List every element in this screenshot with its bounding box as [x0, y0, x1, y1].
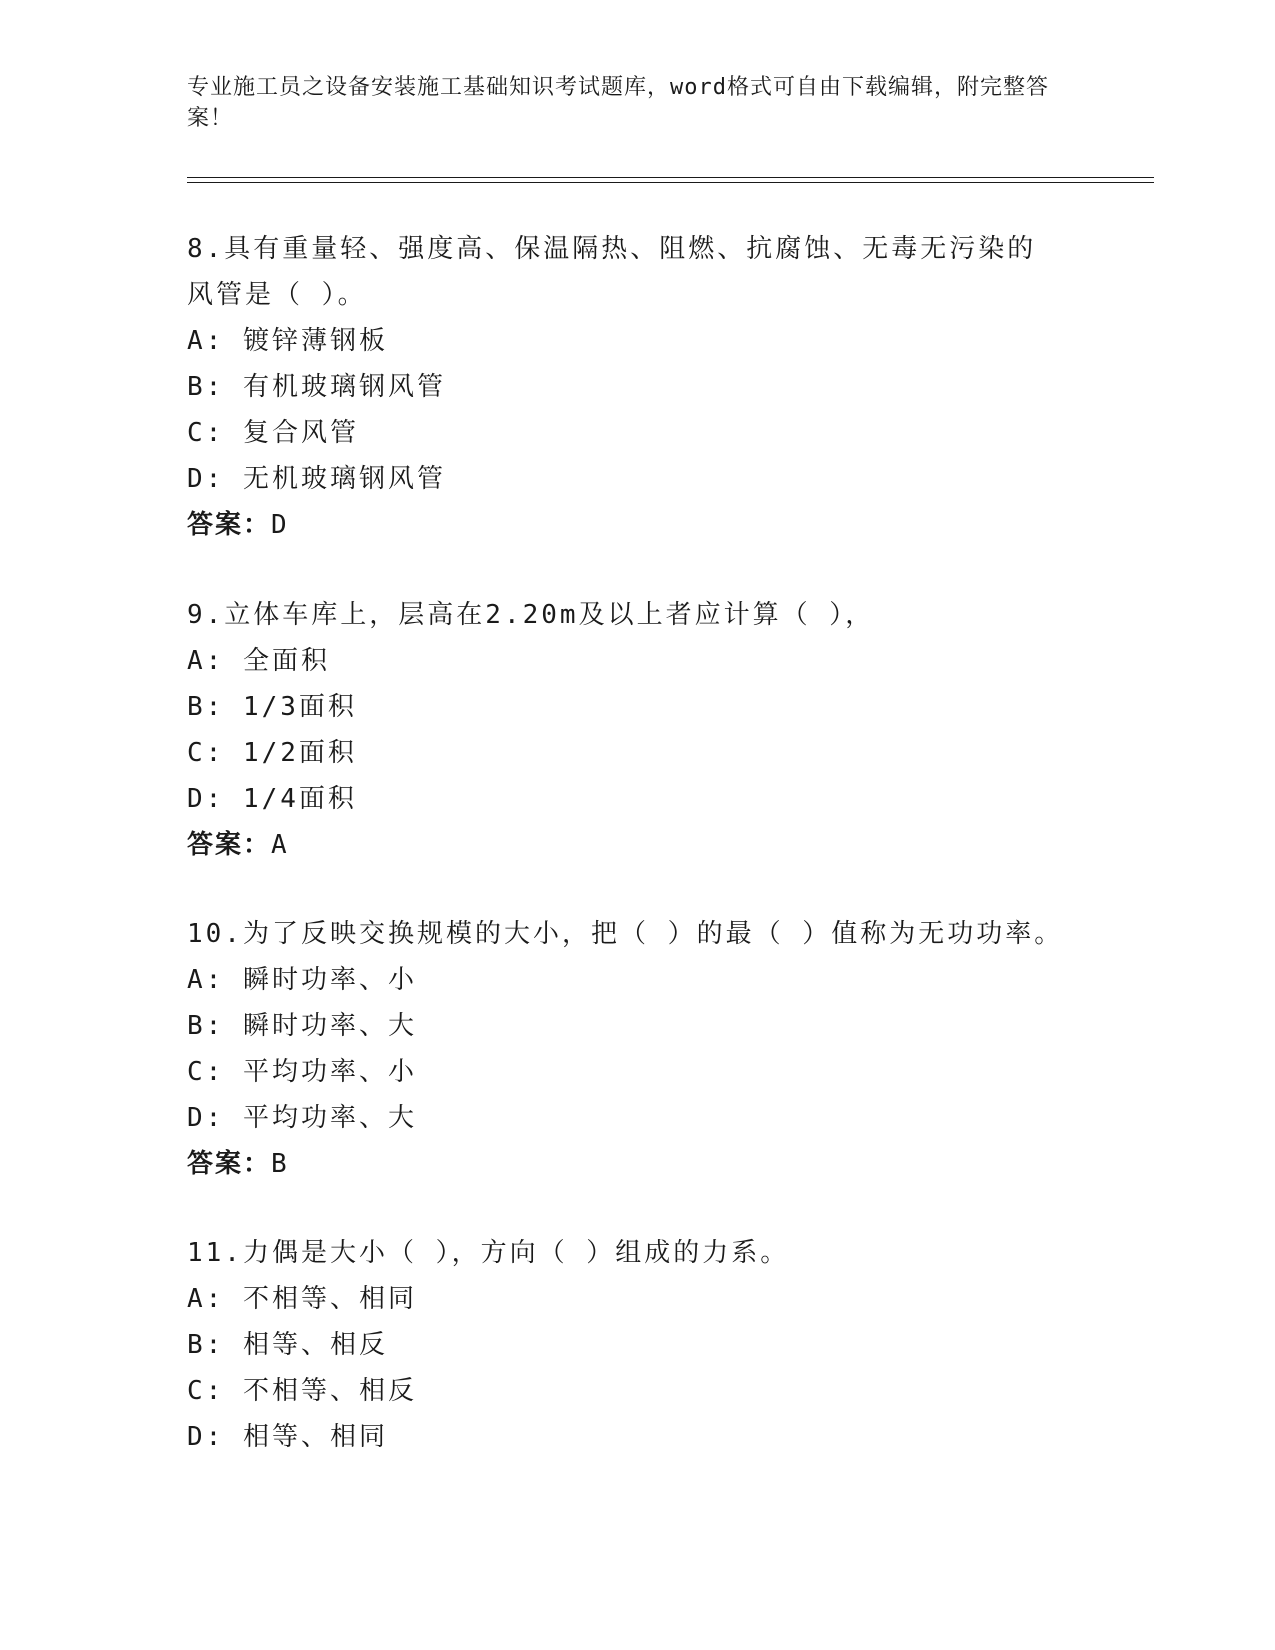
option-a: A: 镀锌薄钢板 [187, 326, 388, 356]
option-b: B: 有机玻璃钢风管 [187, 372, 446, 402]
answer-label: 答案： [187, 830, 272, 860]
option-a: A: 不相等、相同 [187, 1284, 417, 1314]
option-b: B: 相等、相反 [187, 1330, 388, 1360]
answer-line [187, 1141, 1087, 1187]
answer-value: A [271, 830, 289, 860]
question-11 [187, 1230, 1087, 1460]
question-stem: 11.力偶是大小（ ），方向（ ）组成的力系。 [187, 1238, 790, 1268]
answer-line [187, 822, 1087, 868]
answer-value: D [271, 510, 289, 540]
option-a: A: 全面积 [187, 646, 330, 676]
option-c: C: 平均功率、小 [187, 1057, 417, 1087]
option-b: B: 瞬时功率、大 [187, 1011, 417, 1041]
question-8 [187, 226, 1047, 548]
answer-value: B [271, 1149, 289, 1179]
option-d: D: 相等、相同 [187, 1422, 388, 1452]
option-c: C: 不相等、相反 [187, 1376, 417, 1406]
question-stem: 9.立体车库上，层高在2.20m及以上者应计算（ ）， [187, 600, 875, 630]
header-divider-bottom [187, 182, 1154, 183]
header-divider-top [187, 177, 1154, 178]
option-d: D: 平均功率、大 [187, 1103, 417, 1133]
answer-label: 答案： [187, 510, 272, 540]
question-stem: 8.具有重量轻、强度高、保温隔热、阻燃、抗腐蚀、无毒无污染的风管是（ ）。 [187, 234, 1037, 310]
question-10 [187, 911, 1087, 1187]
option-b: B: 1/3面积 [187, 692, 357, 722]
question-9 [187, 592, 1087, 868]
option-c: C: 1/2面积 [187, 738, 357, 768]
answer-line [187, 502, 1047, 548]
option-d: D: 无机玻璃钢风管 [187, 464, 446, 494]
option-c: C: 复合风管 [187, 418, 359, 448]
option-a: A: 瞬时功率、小 [187, 965, 417, 995]
document-header: 专业施工员之设备安装施工基础知识考试题库，word格式可自由下载编辑，附完整答案！ [187, 75, 1049, 131]
option-d: D: 1/4面积 [187, 784, 357, 814]
answer-label: 答案： [187, 1149, 272, 1179]
question-stem: 10.为了反映交换规模的大小，把（ ）的最（ ）值称为无功功率。 [187, 919, 1064, 949]
